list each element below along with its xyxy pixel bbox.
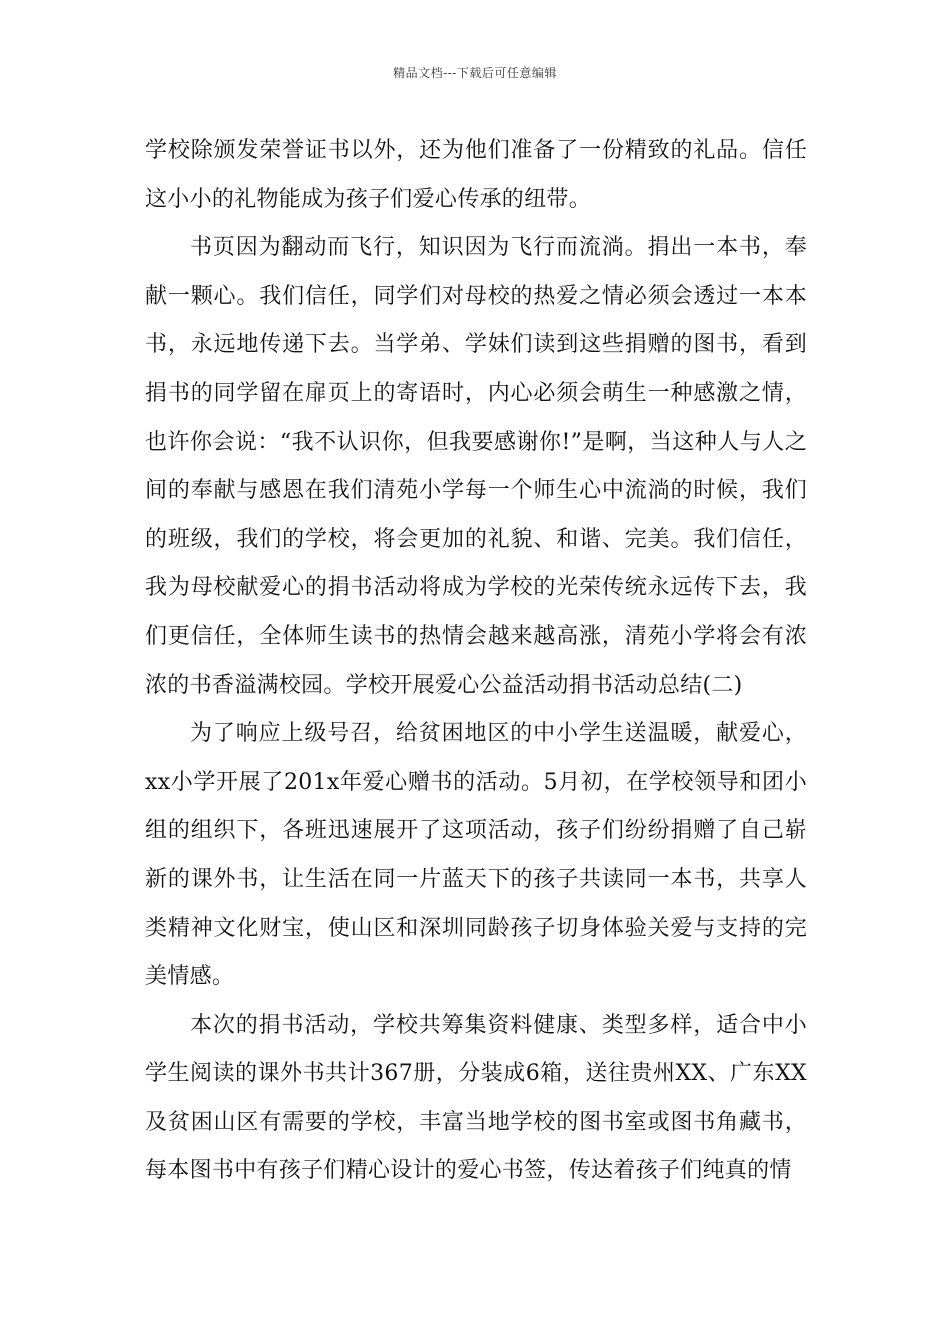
paragraph-1: 学校除颁发荣誉证书以外，还为他们准备了一份精致的礼品。信任这小小的礼物能成为孩子们爱心传承的纽带。: [145, 138, 807, 212]
document-body: [145, 127, 807, 1196]
paragraph-2: 书页因为翻动而飞行，知识因为飞行而流淌。捐出一本书，奉献一颗心。我们信任，同学们对母校的热爱之情必须会透过一本本书，永远地传递下去。当学弟、学妹们读到这些捐赠的图书，看到捐书的同学留在扉页上的寄语时，内心必须会萌生一种感激之情，也许你会说：“我不认识你，但我要感谢你!”是啊，当这种人与人之间的奉献与感恩在我们清苑小学每一个师生心中流淌的时候，我们的班级，我们的学校，将会更加的礼貌、和谐、完美。我们信任，我为母校献爱心的捐书活动将成为学校的光荣传统永远传下去，我们更信任，全体师生读书的热情会越来越高涨，清苑小学将会有浓浓的书香溢满校园。学校开展爱心公益活动捐书活动总结(二): [145, 235, 807, 698]
paragraph-3: 为了响应上级号召，给贫困地区的中小学生送温暖，献爱心，xx小学开展了201x年爱心赠书的活动。5月初，在学校领导和团小组的组织下，各班迅速展开了这项活动，孩子们纷纷捐赠了自己崭新的课外书，让生活在同一片蓝天下的孩子共读同一本书，共享人类精神文化财宝，使山区和深圳同龄孩子切身体验关爱与支持的完美情感。: [145, 721, 807, 990]
page-header: 精品文档---下载后可任意编辑: [393, 66, 557, 80]
paragraph-4: 本次的捐书活动，学校共筹集资料健康、类型多样，适合中小学生阅读的课外书共计367册，分装成6箱，送往贵州XX、广东XX及贫困山区有需要的学校，丰富当地学校的图书室或图书角藏书，每本图书中有孩子们精心设计的爱心书签，传达着孩子们纯真的情: [145, 1012, 807, 1184]
